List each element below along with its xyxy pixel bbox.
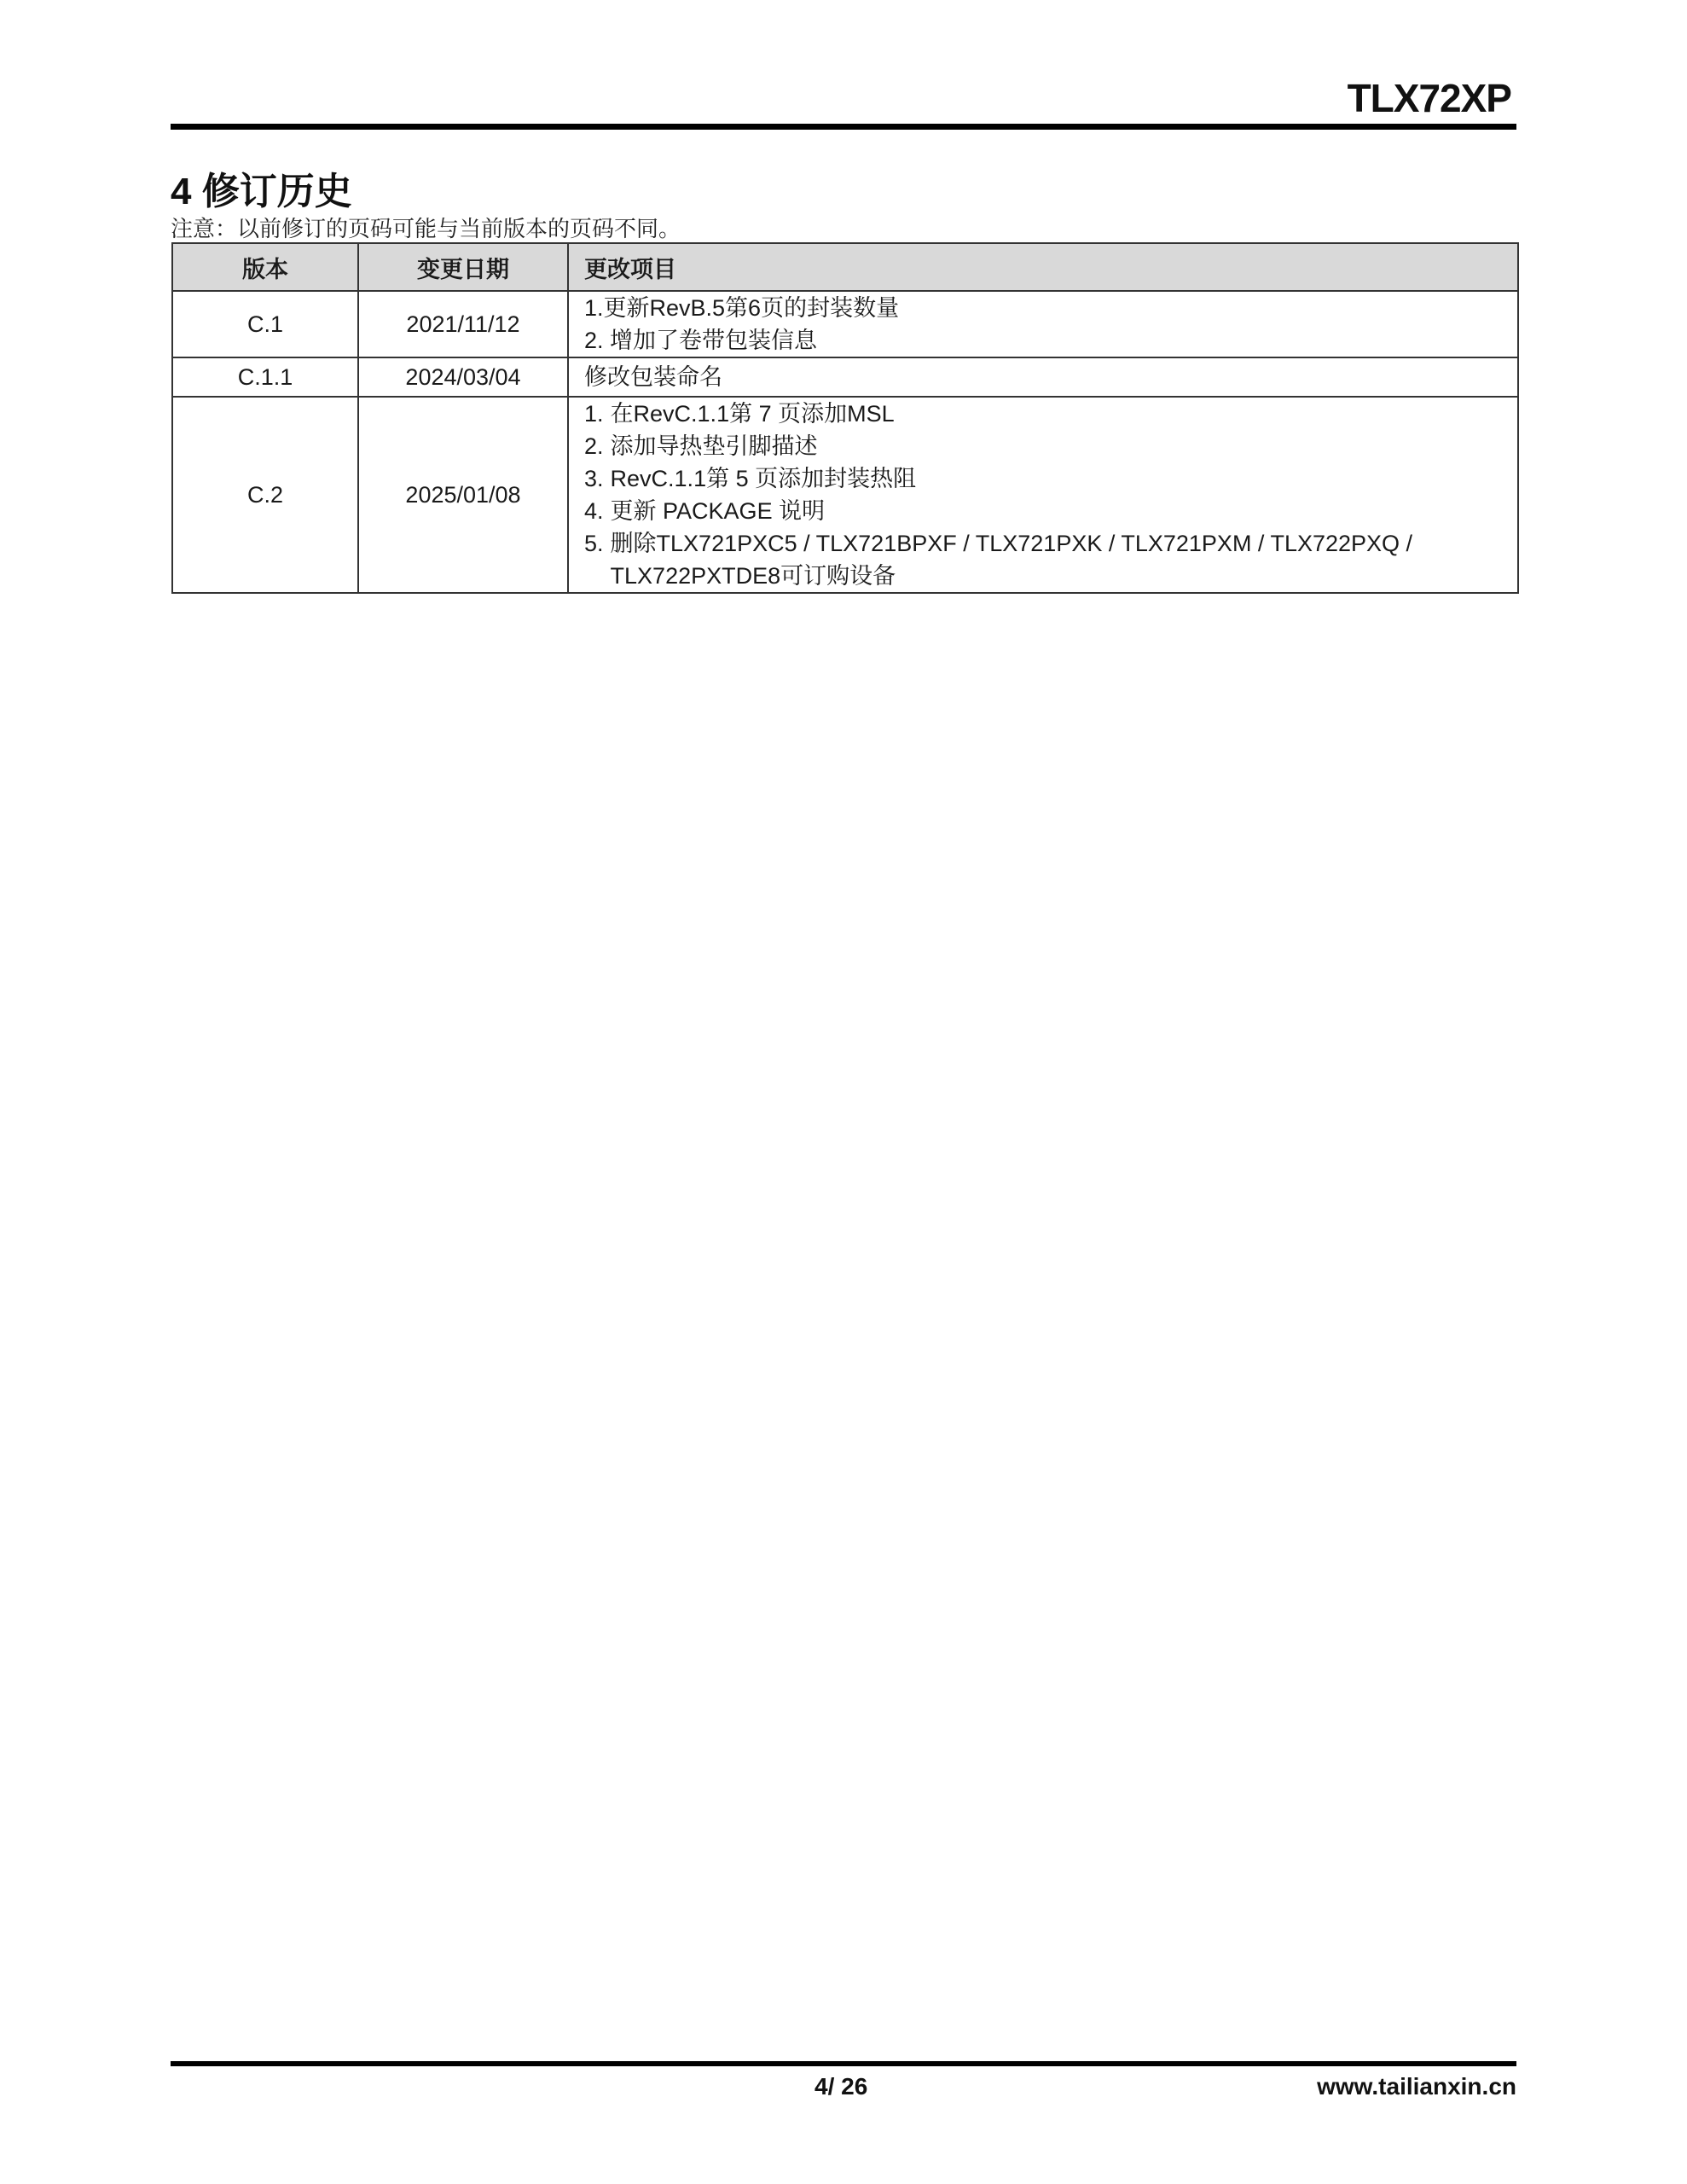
change-item — [584, 398, 1502, 430]
revision-history-table — [171, 242, 1519, 594]
section-heading: 4 修订历史 — [171, 171, 352, 212]
version-cell: C.1.1 — [172, 357, 358, 397]
change-item: 2. 增加了卷带包装信息 — [584, 328, 818, 353]
change-item-text: 删除TLX721PXC5 / TLX721BPXF / TLX721PXK / TLX721PXM / TLX722PXQ / TLX722PXTDE8可订购设备 — [610, 531, 1413, 589]
column-header-date: 变更日期 — [358, 243, 568, 291]
table-header-row — [172, 243, 1518, 291]
date-cell: 2021/11/12 — [358, 291, 568, 357]
date-cell: 2024/03/04 — [358, 357, 568, 397]
changes-cell — [568, 357, 1518, 397]
change-item: 1.更新RevB.5第6页的封装数量 — [584, 295, 900, 321]
column-header-changes: 更改项目 — [568, 243, 1518, 291]
change-item-text: 更新 PACKAGE 说明 — [610, 498, 826, 524]
version-cell: C.1 — [172, 291, 358, 357]
change-item-number: 4. — [584, 498, 604, 524]
website-link[interactable]: www.tailianxin.cn — [1317, 2073, 1516, 2100]
page-number: 4/ 26 — [815, 2073, 868, 2100]
change-item — [584, 430, 1502, 462]
change-item — [584, 462, 1502, 495]
change-item-text: 在RevC.1.1第 7 页添加MSL — [610, 401, 895, 427]
document-title: TLX72XP — [1347, 76, 1511, 120]
change-item — [584, 527, 1502, 592]
date-cell: 2025/01/08 — [358, 397, 568, 593]
header-divider — [171, 124, 1516, 130]
change-item: 修改包装命名 — [584, 364, 722, 390]
change-item-number: 5. — [584, 531, 604, 556]
change-item-number: 3. — [584, 466, 604, 491]
version-cell: C.2 — [172, 397, 358, 593]
footer-divider — [171, 2061, 1516, 2066]
change-item-number: 1. — [584, 401, 604, 427]
revision-note: 注意：以前修订的页码可能与当前版本的页码不同。 — [171, 216, 681, 241]
change-item-number: 2. — [584, 433, 604, 459]
table-row — [172, 357, 1518, 397]
table-row — [172, 291, 1518, 357]
change-item-text: RevC.1.1第 5 页添加封装热阻 — [610, 466, 917, 491]
changes-cell — [568, 397, 1518, 593]
change-item — [584, 495, 1502, 527]
column-header-version: 版本 — [172, 243, 358, 291]
table-row — [172, 397, 1518, 593]
change-item-text: 添加导热垫引脚描述 — [610, 433, 818, 459]
changes-cell — [568, 291, 1518, 357]
